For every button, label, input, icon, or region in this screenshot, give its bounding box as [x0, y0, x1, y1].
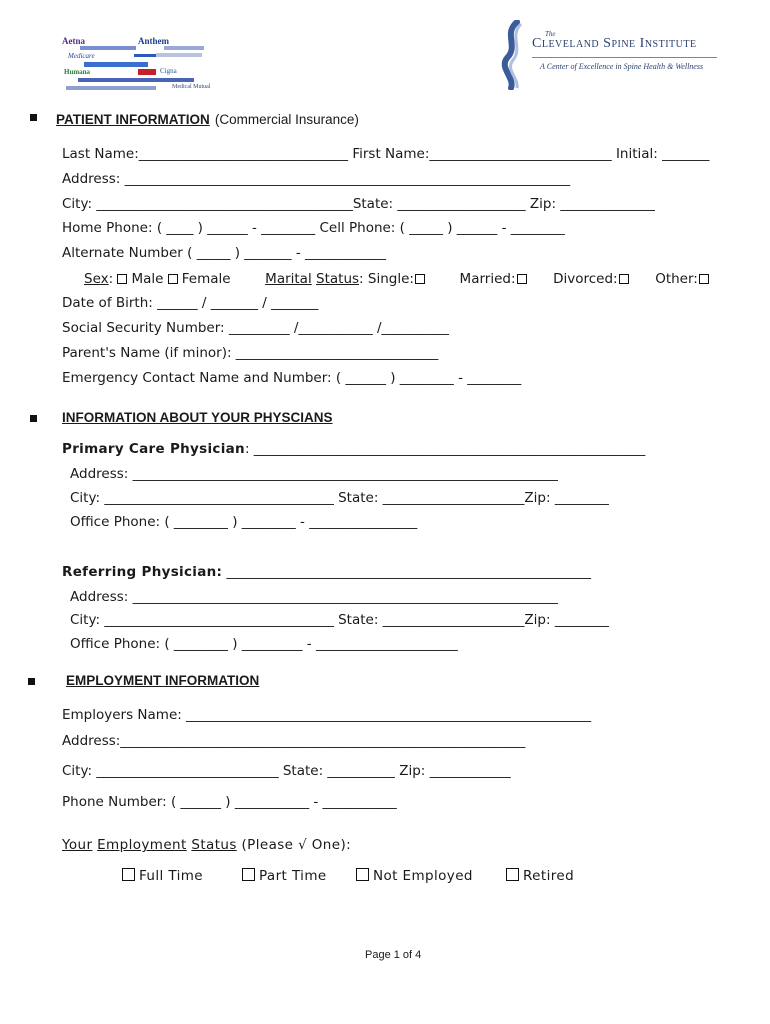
- employment-status-line: [62, 837, 351, 853]
- employment-option-part-time[interactable]: [242, 868, 327, 884]
- clinic-the: The: [545, 30, 556, 38]
- status-word-employment: Employment: [97, 837, 187, 853]
- part-time-checkbox[interactable]: [242, 868, 255, 881]
- employer-address-line[interactable]: Address:____________________________________________________________: [62, 733, 526, 749]
- divorced-checkbox[interactable]: [619, 274, 629, 284]
- humana-logo: Humana: [64, 68, 91, 76]
- employment-option-retired[interactable]: [506, 868, 574, 884]
- not-employed-label: Not Employed: [373, 868, 473, 884]
- marital-label: Marital: [265, 271, 312, 287]
- employment-section-title: EMPLOYMENT INFORMATION: [66, 673, 260, 688]
- alternate-number-line[interactable]: Alternate Number ( _____ ) _______ - ____________: [62, 245, 386, 261]
- address-field-line[interactable]: Address: __________________________________________________________________: [62, 171, 571, 187]
- medicare-logo: Medicare: [68, 52, 95, 60]
- aetna-logo: Aetna: [62, 36, 85, 46]
- employer-phone-line[interactable]: Phone Number: ( ______ ) ___________ - ___________: [62, 794, 397, 810]
- retired-checkbox[interactable]: [506, 868, 519, 881]
- status-label: Status: [316, 271, 360, 287]
- employer-name-line[interactable]: Employers Name: ____________________________________________________________: [62, 707, 592, 723]
- primary-physician-field: : __________________________________________________________: [244, 441, 646, 457]
- primary-address-line[interactable]: Address: _______________________________________________________________: [70, 466, 558, 482]
- divorced-label: Divorced:: [553, 271, 618, 287]
- dob-line[interactable]: Date of Birth: ______ / _______ / _______: [62, 295, 319, 311]
- clinic-divider: [532, 57, 717, 58]
- ssn-line[interactable]: Social Security Number: _________ /___________ /__________: [62, 320, 450, 336]
- full-time-checkbox[interactable]: [122, 868, 135, 881]
- section-bullet: [30, 415, 37, 422]
- married-checkbox[interactable]: [517, 274, 527, 284]
- cigna-logo: Cigna: [160, 67, 177, 75]
- parent-name-line[interactable]: Parent's Name (if minor): ______________________________: [62, 345, 439, 361]
- patient-section-note: (Commercial Insurance): [214, 112, 359, 127]
- primary-physician-line[interactable]: [62, 441, 645, 457]
- employment-option-full-time[interactable]: [122, 868, 203, 884]
- name-fields-line[interactable]: Last Name:_______________________________ First Name:___________________________ Initial: _______: [62, 146, 710, 162]
- clinic-name: Cleveland Spine Institute: [532, 36, 697, 51]
- section-bullet: [30, 114, 37, 121]
- sex-marital-line: Sex: Male Female Marital Status: Single: Married: Divorced: Other:: [84, 271, 713, 287]
- clinic-tagline: A Center of Excellence in Spine Health & Wellness: [540, 62, 704, 71]
- part-time-label: Part Time: [259, 868, 327, 884]
- primary-office-phone-line[interactable]: Office Phone: ( ________ ) ________ - ________________: [70, 514, 418, 530]
- medical-mutual-logo: Medical Mutual: [172, 84, 211, 90]
- other-checkbox[interactable]: [699, 274, 709, 284]
- retired-label: Retired: [523, 868, 575, 884]
- referring-physician-line[interactable]: [62, 564, 591, 580]
- single-label: Single:: [367, 271, 414, 287]
- referring-physician-label: Referring Physician:: [62, 564, 223, 580]
- city-state-zip-line[interactable]: City: ______________________________________State: ___________________ Zip: ______________: [62, 196, 655, 212]
- married-label: Married:: [459, 271, 516, 287]
- primary-physician-label: Primary Care Physician: [62, 441, 245, 457]
- patient-section-header: [56, 109, 359, 128]
- single-checkbox[interactable]: [415, 274, 425, 284]
- phone-fields-line[interactable]: Home Phone: ( ____ ) ______ - ________ Cell Phone: ( _____ ) ______ - ________: [62, 220, 565, 236]
- referring-address-line[interactable]: Address: _______________________________________________________________: [70, 589, 558, 605]
- section-bullet: [28, 678, 35, 685]
- male-label: Male: [131, 271, 164, 287]
- employment-option-not-employed[interactable]: [356, 868, 473, 884]
- physicians-section-title: INFORMATION ABOUT YOUR PHYSCIANS: [62, 410, 333, 425]
- referring-physician-field: ______________________________________________________: [226, 564, 592, 580]
- sex-label: Sex: [84, 271, 109, 287]
- emergency-contact-line[interactable]: Emergency Contact Name and Number: ( ______ ) ________ - ________: [62, 370, 522, 386]
- referring-city-line[interactable]: City: __________________________________ State: _____________________Zip: ________: [70, 612, 609, 628]
- status-word-status: Status: [191, 837, 237, 853]
- page-number: Page 1 of 4: [365, 949, 422, 961]
- referring-office-phone-line[interactable]: Office Phone: ( ________ ) _________ - _____________________: [70, 636, 458, 652]
- not-employed-checkbox[interactable]: [356, 868, 369, 881]
- status-instructions: (Please √ One):: [241, 837, 352, 853]
- female-label: Female: [181, 271, 231, 287]
- other-label: Other:: [655, 271, 698, 287]
- full-time-label: Full Time: [139, 868, 204, 884]
- employer-city-line[interactable]: City: ___________________________ State: __________ Zip: ____________: [62, 763, 511, 779]
- insurance-logos: [56, 36, 216, 94]
- anthem-logo: Anthem: [138, 36, 169, 46]
- patient-section-title: PATIENT INFORMATION: [56, 112, 210, 127]
- spine-logo-icon: [497, 20, 529, 90]
- female-checkbox[interactable]: [168, 274, 178, 284]
- male-checkbox[interactable]: [117, 274, 127, 284]
- status-word-your: Your: [62, 837, 93, 853]
- primary-city-line[interactable]: City: __________________________________ State: _____________________Zip: ________: [70, 490, 609, 506]
